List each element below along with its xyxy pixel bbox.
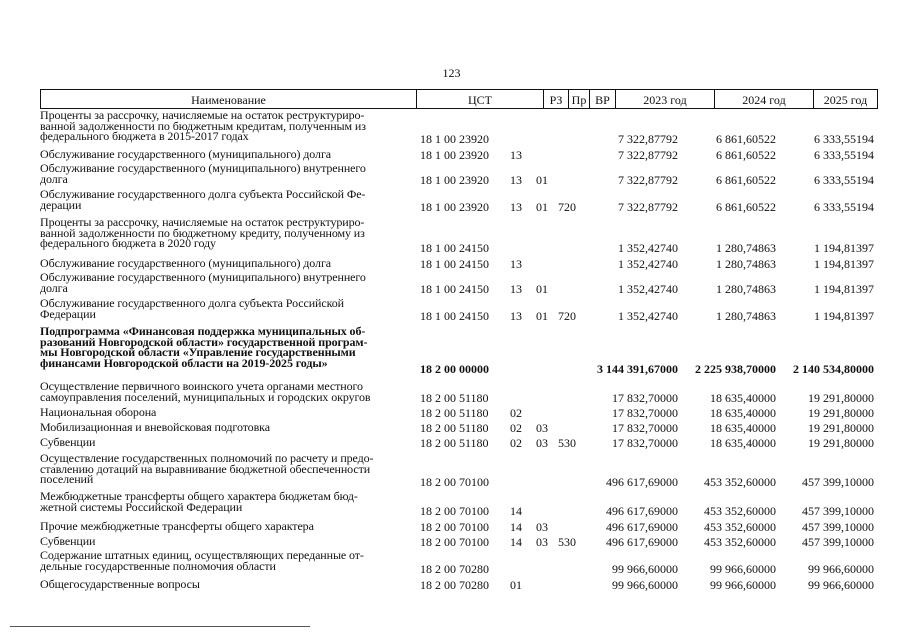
row-name: Общегосударственные вопросы bbox=[40, 577, 200, 591]
row-name: Обслуживание государственного (муниципального) долга bbox=[40, 256, 331, 270]
pr-cell: 03 bbox=[536, 535, 548, 549]
value-2024: 1 280,74863 bbox=[716, 257, 776, 271]
table-row bbox=[40, 521, 878, 534]
csr-cell: 18 2 00 70100 bbox=[420, 520, 489, 534]
value-2024: 2 225 938,70000 bbox=[695, 362, 776, 376]
csr-cell: 18 2 00 51180 bbox=[420, 436, 489, 450]
header-2023: 2023 год bbox=[616, 90, 715, 108]
value-2025: 99 966,60000 bbox=[808, 562, 874, 576]
vr-cell: 720 bbox=[558, 309, 576, 323]
csr-cell: 18 1 00 24150 bbox=[420, 282, 489, 296]
value-2025: 1 194,81397 bbox=[814, 309, 874, 323]
value-2024: 453 352,60000 bbox=[704, 520, 776, 534]
csr-cell: 18 1 00 24150 bbox=[420, 309, 489, 323]
row-name: Межбюджетные трансферты общего характера бюджетам бюд- жетной системы Российской Федерации bbox=[40, 489, 358, 514]
table-header bbox=[40, 89, 878, 109]
row-name: Подпрограмма «Финансовая поддержка муниципальных об- разований Новгородской области» государственной програм- мы Новгородской области «Управление государственными финансами Новгородской области на 2019-2025 годы» bbox=[40, 324, 368, 370]
csr-cell: 18 2 00 51180 bbox=[420, 406, 489, 420]
value-2024: 18 635,40000 bbox=[710, 421, 776, 435]
table-row bbox=[40, 326, 878, 376]
value-2025: 1 194,81397 bbox=[814, 257, 874, 271]
rz-cell: 13 bbox=[510, 148, 522, 162]
value-2025: 19 291,80000 bbox=[808, 421, 874, 435]
value-2023: 496 617,69000 bbox=[606, 475, 678, 489]
table-row bbox=[40, 163, 878, 187]
pr-cell: 03 bbox=[536, 421, 548, 435]
row-name: Обслуживание государственного (муниципального) долга bbox=[40, 147, 331, 161]
rz-cell: 02 bbox=[510, 436, 522, 450]
csr-cell: 18 1 00 23920 bbox=[420, 148, 489, 162]
table-row bbox=[40, 381, 878, 405]
csr-cell: 18 2 00 51180 bbox=[420, 391, 489, 405]
csr-cell: 18 2 00 70100 bbox=[420, 535, 489, 549]
pr-cell: 01 bbox=[536, 309, 548, 323]
csr-cell: 18 1 00 24150 bbox=[420, 241, 489, 255]
value-2023: 99 966,60000 bbox=[612, 562, 678, 576]
value-2024: 18 635,40000 bbox=[710, 391, 776, 405]
value-2024: 18 635,40000 bbox=[710, 436, 776, 450]
value-2023: 17 832,70000 bbox=[612, 391, 678, 405]
row-name: Субвенции bbox=[40, 534, 96, 548]
value-2024: 6 861,60522 bbox=[716, 132, 776, 146]
csr-cell: 18 1 00 23920 bbox=[420, 200, 489, 214]
table-row bbox=[40, 272, 878, 296]
value-2025: 1 194,81397 bbox=[814, 241, 874, 255]
value-2024: 6 861,60522 bbox=[716, 173, 776, 187]
row-name: Мобилизационная и вневойсковая подготовка bbox=[40, 420, 270, 434]
header-2025: 2025 год bbox=[823, 93, 868, 107]
header-vr: ВР bbox=[590, 90, 616, 108]
value-2023: 7 322,87792 bbox=[618, 173, 678, 187]
footer-rule bbox=[10, 626, 310, 627]
value-2024: 1 280,74863 bbox=[716, 241, 776, 255]
row-name: Субвенции bbox=[40, 435, 96, 449]
vr-cell: 720 bbox=[558, 200, 576, 214]
value-2025: 6 333,55194 bbox=[814, 200, 874, 214]
header-name: Наименование bbox=[41, 90, 417, 108]
value-2023: 1 352,42740 bbox=[618, 282, 678, 296]
value-2025: 19 291,80000 bbox=[808, 436, 874, 450]
rz-cell: 14 bbox=[510, 520, 522, 534]
value-2024: 6 861,60522 bbox=[716, 148, 776, 162]
value-2024: 453 352,60000 bbox=[704, 535, 776, 549]
rz-cell: 13 bbox=[510, 173, 522, 187]
value-2025: 6 333,55194 bbox=[814, 173, 874, 187]
row-name: Осуществление государственных полномочий по расчету и предо- ставлению дотаций на выравнивание бюджетной обеспеченности поселений bbox=[40, 451, 374, 486]
table-row bbox=[40, 407, 878, 420]
csr-cell: 18 2 00 00000 bbox=[420, 362, 489, 376]
pr-cell: 03 bbox=[536, 520, 548, 534]
row-name: Осуществление первичного воинского учета органами местного самоуправления поселений, муниципальных и городских округов bbox=[40, 379, 371, 404]
table-row bbox=[40, 550, 878, 576]
value-2025: 6 333,55194 bbox=[814, 132, 874, 146]
rz-cell: 02 bbox=[510, 421, 522, 435]
pr-cell: 01 bbox=[536, 173, 548, 187]
table-row bbox=[40, 110, 878, 146]
table-row bbox=[40, 453, 878, 489]
pr-cell: 03 bbox=[536, 436, 548, 450]
row-name: Прочие межбюджетные трансферты общего характера bbox=[40, 519, 314, 533]
value-2023: 17 832,70000 bbox=[612, 436, 678, 450]
value-2023: 1 352,42740 bbox=[618, 257, 678, 271]
table-row bbox=[40, 579, 878, 592]
rz-cell: 13 bbox=[510, 257, 522, 271]
value-2025: 19 291,80000 bbox=[808, 406, 874, 420]
csr-cell: 18 1 00 24150 bbox=[420, 257, 489, 271]
header-pr: Пр bbox=[569, 90, 590, 108]
page-number: 123 bbox=[442, 66, 461, 80]
value-2024: 18 635,40000 bbox=[710, 406, 776, 420]
value-2023: 496 617,69000 bbox=[606, 504, 678, 518]
value-2023: 17 832,70000 bbox=[612, 406, 678, 420]
table-row bbox=[40, 298, 878, 323]
table-row bbox=[40, 189, 878, 214]
row-name: Обслуживание государственного (муниципального) внутреннего долга bbox=[40, 270, 366, 295]
rz-cell: 14 bbox=[510, 504, 522, 518]
rz-cell: 13 bbox=[510, 309, 522, 323]
pr-cell: 01 bbox=[536, 200, 548, 214]
table-row bbox=[40, 217, 878, 255]
value-2024: 6 861,60522 bbox=[716, 200, 776, 214]
rz-cell: 13 bbox=[510, 282, 522, 296]
pr-cell: 01 bbox=[536, 282, 548, 296]
value-2024: 99 966,60000 bbox=[710, 562, 776, 576]
header-csr: ЦСТ bbox=[417, 90, 544, 108]
value-2023: 1 352,42740 bbox=[618, 309, 678, 323]
value-2024: 453 352,60000 bbox=[704, 475, 776, 489]
table-row bbox=[40, 491, 878, 518]
csr-cell: 18 2 00 70100 bbox=[420, 504, 489, 518]
value-2024: 1 280,74863 bbox=[716, 309, 776, 323]
vr-cell: 530 bbox=[558, 436, 576, 450]
value-2024: 1 280,74863 bbox=[716, 282, 776, 296]
row-name: Национальная оборона bbox=[40, 405, 157, 419]
header-rz: РЗ bbox=[544, 90, 569, 108]
value-2023: 7 322,87792 bbox=[618, 200, 678, 214]
value-2023: 1 352,42740 bbox=[618, 241, 678, 255]
rz-cell: 01 bbox=[510, 578, 522, 592]
csr-cell: 18 2 00 51180 bbox=[420, 421, 489, 435]
csr-cell: 18 2 00 70100 bbox=[420, 475, 489, 489]
row-name: Обслуживание государственного (муниципального) внутреннего долга bbox=[40, 161, 366, 186]
value-2023: 17 832,70000 bbox=[612, 421, 678, 435]
value-2025: 457 399,10000 bbox=[802, 535, 874, 549]
value-2023: 7 322,87792 bbox=[618, 148, 678, 162]
rz-cell: 02 bbox=[510, 406, 522, 420]
rz-cell: 14 bbox=[510, 535, 522, 549]
csr-cell: 18 1 00 23920 bbox=[420, 132, 489, 146]
value-2024: 99 966,60000 bbox=[710, 578, 776, 592]
csr-cell: 18 1 00 23920 bbox=[420, 173, 489, 187]
value-2025: 2 140 534,80000 bbox=[793, 362, 874, 376]
value-2025: 1 194,81397 bbox=[814, 282, 874, 296]
row-name: Обслуживание государственного долга субъекта Российской Федерации bbox=[40, 296, 344, 321]
table-row bbox=[40, 422, 878, 435]
csr-cell: 18 2 00 70280 bbox=[420, 578, 489, 592]
vr-cell: 530 bbox=[558, 535, 576, 549]
csr-cell: 18 2 00 70280 bbox=[420, 562, 489, 576]
value-2023: 3 144 391,67000 bbox=[597, 362, 678, 376]
value-2025: 19 291,80000 bbox=[808, 391, 874, 405]
value-2023: 496 617,69000 bbox=[606, 520, 678, 534]
value-2025: 6 333,55194 bbox=[814, 148, 874, 162]
value-2023: 496 617,69000 bbox=[606, 535, 678, 549]
value-2023: 7 322,87792 bbox=[618, 132, 678, 146]
value-2025: 457 399,10000 bbox=[802, 504, 874, 518]
row-name: Проценты за рассрочку, начисляемые на остаток реструктуриро- ванной задолженности по бюджетному кредиту, полученному из федерального бюджета в 2020 году bbox=[40, 215, 365, 250]
value-2025: 457 399,10000 bbox=[802, 475, 874, 489]
rz-cell: 13 bbox=[510, 200, 522, 214]
row-name: Проценты за рассрочку, начисляемые на остаток реструктуриро- ванной задолженности по бюджетным кредитам, полученным из федерального бюджета в 2015-2017 годах bbox=[40, 108, 366, 143]
row-name: Содержание штатных единиц, осуществляющих переданные от- дельные государственные полномочия области bbox=[40, 548, 364, 573]
value-2025: 457 399,10000 bbox=[802, 520, 874, 534]
table-row bbox=[40, 437, 878, 450]
header-2024: 2024 год bbox=[715, 90, 814, 108]
value-2024: 453 352,60000 bbox=[704, 504, 776, 518]
row-name: Обслуживание государственного долга субъекта Российской Фе- дерации bbox=[40, 187, 366, 212]
value-2023: 99 966,60000 bbox=[612, 578, 678, 592]
value-2025: 99 966,60000 bbox=[808, 578, 874, 592]
